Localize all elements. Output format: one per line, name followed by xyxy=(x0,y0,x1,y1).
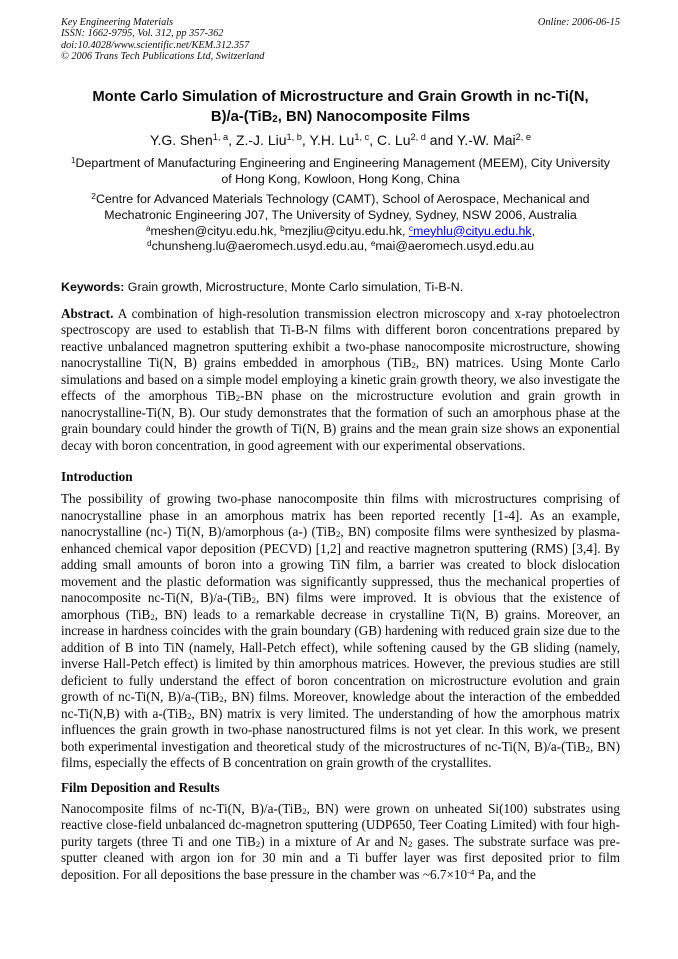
journal-doi: doi:10.4028/www.scientific.net/KEM.312.357 xyxy=(61,39,250,51)
journal-info xyxy=(61,17,264,63)
abstract-text: A combination of high-resolution transmission electron microscopy and x-ray photoelectron spectroscopy are used to establish that Ti-B-N films with different boron concentrations prepared by reactive unbalanced magnetron sputtering exhibit a two-phase nanocomposite microstructure, showing nanocrystalline Ti(N, B) grains embedded in amorphous (TiB$_2$, BN) matrices. Using Monte Carlo simulations and based on a simple model employing a kinetic grain growth theory, we also investigate the effects of the amorphous TiB$_2$-BN phase on the microstructure evolution and grain growth in nanocrystalline-Ti(N, B). Our study demonstrates that the formation of such an amorphous phase at the grain boundary could hinder the growth of Ti(N, B) grains and the mean grain size shows an exponential decay with boron concentration, in good agreement with our experimental observations. xyxy=(61,305,620,453)
affiliation-2-line-2: Mechatronic Engineering J07, The University of Sydney, Sydney, NSW 2006, Australia xyxy=(104,207,577,222)
online-date: Online: 2006-06-15 xyxy=(537,17,620,28)
section-heading-introduction: Introduction xyxy=(61,469,133,485)
authors-line: Y.G. Shen$^{1, a}$, Z.-J. Liu$^{1, b}$, Y.H. Lu$^{1, c}$, C. Lu$^{2, d}$ and Y.-W. Mai$^{2, e}$ xyxy=(149,131,532,148)
journal-issn-volume: ISSN: 1662-9795, Vol. 312, pp 357-362 xyxy=(61,28,224,40)
email-line-2 xyxy=(61,239,620,255)
affiliation-1-line-1: $^1$Department of Manufacturing Engineering and Engineering Management (MEEM), City University xyxy=(71,155,610,170)
paper-title-line-2: B)/a-(TiB$_2$, BN) Nanocomposite Films xyxy=(210,108,471,126)
affiliation-1 xyxy=(61,155,620,187)
email-author-d: $^d$chunsheng.lu@aeromech.usyd.edu.au, xyxy=(147,239,371,254)
introduction-paragraph: The possibility of growing two-phase nanocomposite thin films with microstructures comprising of nanocrystalline phase in an amorphous matrix has been reported recently [1-4]. As an example, nanocrystalline (nc-) Ti(N, B)/amorphous (a-) (TiB$_2$, BN) composite films were synthesized by plasma-enhanced chemical vapor deposition (PECVD) [1,2] and reactive magnetron sputtering (RMS) [3,4]. By adding small amounts of boron into a growing TiN film, a barrier was created to block dislocation movement and the plastic deformation was significantly suppressed, thus the mechanical properties of nanocomposite nc-Ti(N, B)/a-(TiB$_2$, BN) films were improved. It is obvious that the existence of amorphous (TiB$_2$, BN) leads to a remarkable decrease in crystalline Ti(N, B) grains. Moreover, an increase in hardness coincides with the grain boundary (GB) hardening with reduced grain size due to the addition of B into TiN (namely, Hall-Petch effect), while softening caused by the GB sliding (namely, inverse Hall-Petch effect) is limited by thin amorphous matrices. However, the previous studies are still deficient to fully understand the effect of boron concentration on microstructure evolution and grain growth of nc-Ti(N, B)/a-(TiB$_2$, BN) films. Moreover, knowledge about the interaction of the embedded nc-Ti(N,B) with a-(TiB$_2$, BN) matrix is very limited. The understanding of how the amorphous matrix influences the grain growth in two-phase nanostructured films is not yet clear. In this work, we present both experimental investigation and theoretical study of the microstructures of nc-Ti(N, B)/a-(TiB$_2$, BN) films, especially the effects of B concentration on grain growth of the crystallites. xyxy=(61,491,621,771)
journal-copyright: © 2006 Trans Tech Publications Ltd, Switzerland xyxy=(61,51,265,63)
email-line-1 xyxy=(61,224,620,240)
email-author-c-comma: , xyxy=(531,223,536,238)
keywords-label: Keywords: xyxy=(61,279,125,294)
email-author-a: $^a$meshen@cityu.edu.hk, xyxy=(145,223,281,238)
author-emails xyxy=(61,224,620,255)
affiliation-2-line-1: $^2$Centre for Advanced Materials Technology (CAMT), School of Aerospace, Mechanical and xyxy=(91,191,590,206)
journal-name: Key Engineering Materials xyxy=(61,17,174,28)
section-heading-film-deposition: Film Deposition and Results xyxy=(61,779,220,795)
paper-title-line-1: Monte Carlo Simulation of Microstructure and Grain Growth in nc-Ti(N, xyxy=(92,88,589,105)
journal-header xyxy=(61,17,620,63)
keywords-line xyxy=(61,279,620,295)
keywords-text: Grain growth, Microstructure, Monte Carlo simulation, Ti-B-N. xyxy=(124,279,464,294)
email-author-e: $^e$mai@aeromech.usyd.edu.au xyxy=(370,239,534,254)
email-author-c-link[interactable]: $^c$meyhlu@cityu.edu.hk xyxy=(408,223,532,238)
affiliation-2 xyxy=(61,191,620,223)
abstract-paragraph xyxy=(61,306,620,455)
affiliation-1-line-2: of Hong Kong, Kowloon, Hong Kong, China xyxy=(221,171,460,186)
paper-title xyxy=(61,87,620,127)
film-deposition-paragraph: Nanocomposite films of nc-Ti(N, B)/a-(TiB$_2$, BN) were grown on unheated Si(100) substrates using reactive close-field unbalanced dc-magnetron sputtering (UDP650, Teer Coating Limited) with four high-purity targets (three Ti and one TiB$_2$) in a mixture of Ar and $N_2$ gases. The substrate surface was pre-sputter cleaned with argon ion for 30 min and a Ti buffer layer was first deposited prior to film deposition. For all depositions the base pressure in the chamber was $\sim 6.7\times 10^{-4}$ Pa, and the xyxy=(61,800,621,882)
email-author-b: $^b$mezjliu@cityu.edu.hk, xyxy=(280,223,409,238)
abstract-label: Abstract. xyxy=(61,305,114,321)
